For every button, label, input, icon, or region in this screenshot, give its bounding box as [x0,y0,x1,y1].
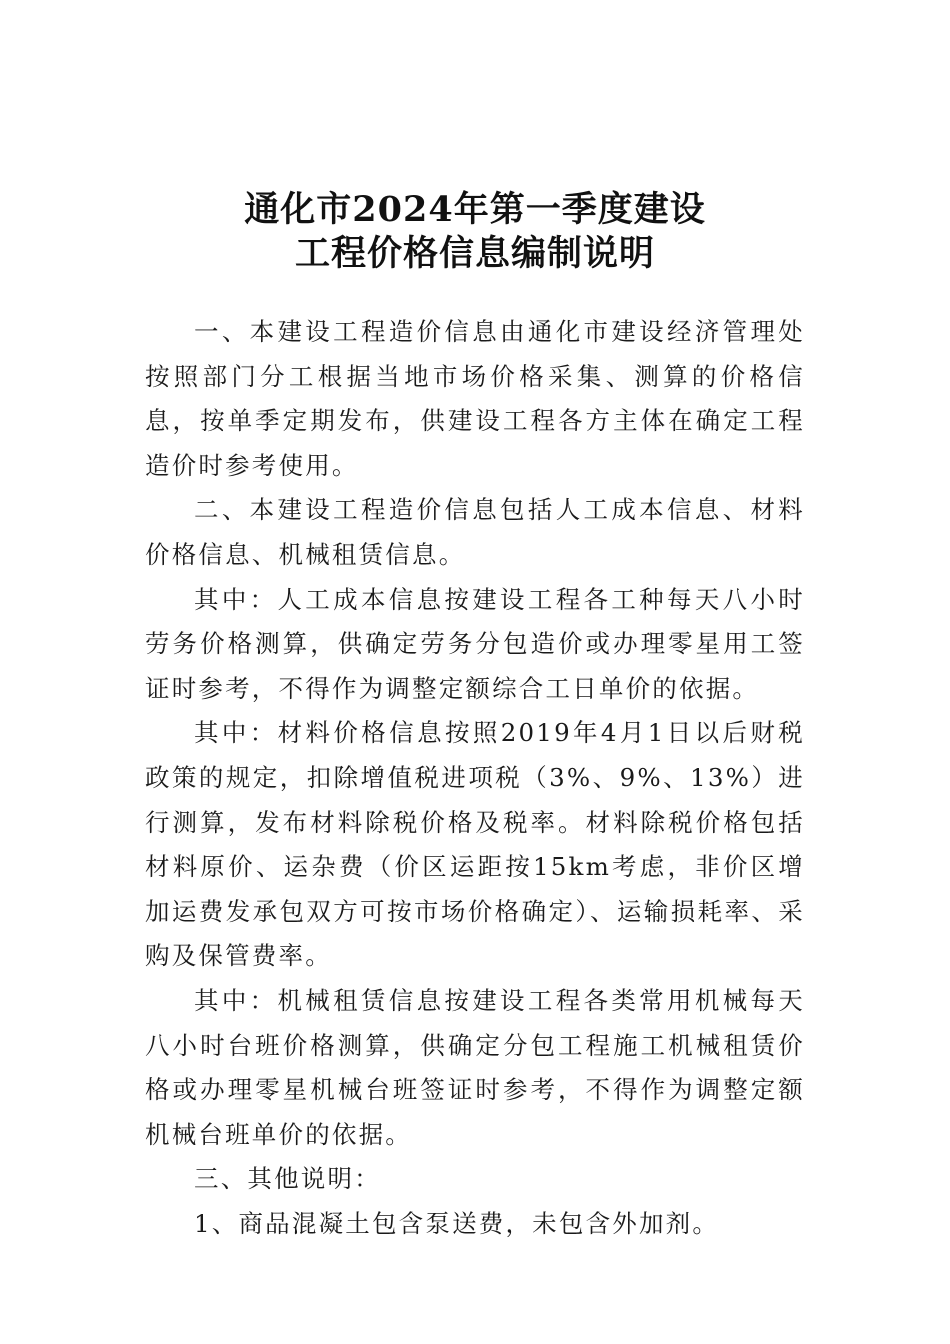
paragraph-material-price: 其中：材料价格信息按照2019年4月1日以后财税政策的规定，扣除增值税进项税（3%、9%、13%）进行测算，发布材料除税价格及税率。材料除税价格包括材料原价、运杂费（价区运距按15km考虑，非价区增加运费发承包双方可按市场价格确定）、运输损耗率、采购及保管费率。 [145,718,805,971]
title-line-1: 通化市2024年第一季度建设 [244,189,706,230]
paragraph-machinery-rental: 其中：机械租赁信息按建设工程各类常用机械每天八小时台班价格测算，供确定分包工程施工机械租赁价格或办理零星机械台班签证时参考，不得作为调整定额机械台班单价的依据。 [145,985,805,1149]
paragraph-item-1: 1、商品混凝土包含泵送费，未包含外加剂。 [194,1208,720,1238]
paragraph-labor-cost: 其中：人工成本信息按建设工程各工种每天八小时劳务价格测算，供确定劳务分包造价或办理零星用工签证时参考，不得作为调整定额综合工日单价的依据。 [145,584,805,703]
title-line-2: 工程价格信息编制说明 [294,233,655,274]
paragraph-section-2: 二、本建设工程造价信息包括人工成本信息、材料价格信息、机械租赁信息。 [145,495,805,569]
document-body [145,310,805,1246]
paragraph-section-3: 三、其他说明： [194,1164,381,1194]
document-title [0,188,950,276]
paragraph-section-1: 一、本建设工程造价信息由通化市建设经济管理处按照部门分工根据当地市场价格采集、测算的价格信息，按单季定期发布，供建设工程各方主体在确定工程造价时参考使用。 [145,317,805,480]
